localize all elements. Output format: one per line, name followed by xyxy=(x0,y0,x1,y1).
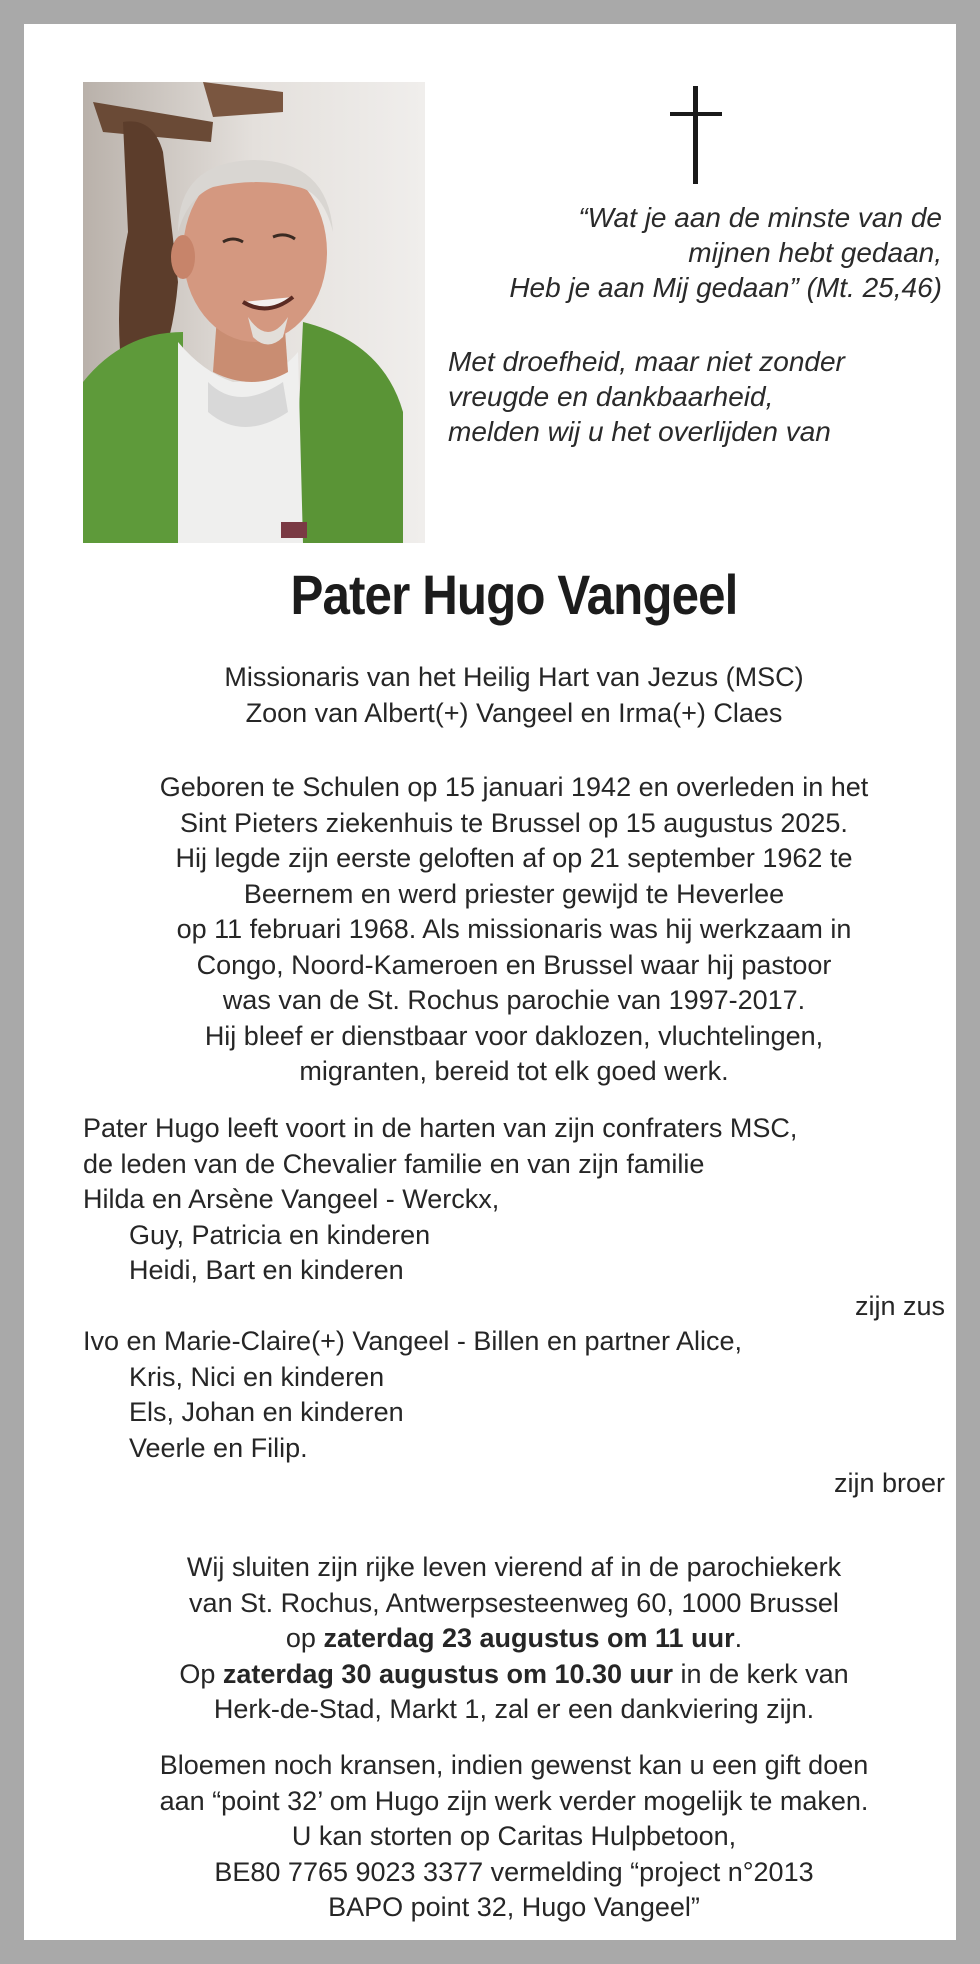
intro-line: melden wij u het overlijden van xyxy=(448,416,831,447)
announcement-intro xyxy=(448,344,948,449)
sister-head: Hilda en Arsène Vangeel - Werckx, xyxy=(83,1184,500,1214)
bio-line: op 11 februari 1968. Als missionaris was hij werkzaam in xyxy=(176,914,852,944)
family-section xyxy=(83,1111,945,1502)
brother-family-member: Veerle en Filip. xyxy=(129,1432,308,1463)
thanksgiving-date: zaterdag 30 augustus om 10.30 uur xyxy=(222,1658,674,1689)
family-intro-line: de leden van de Chevalier familie en van zijn familie xyxy=(83,1148,705,1179)
bio-line: Beernem en werd priester gewijd te Heverlee xyxy=(243,878,785,909)
sister-relation: zijn zus xyxy=(854,1290,945,1321)
bio-line: was van de St. Rochus parochie van 1997-2017. xyxy=(222,985,806,1015)
brother-relation: zijn broer xyxy=(833,1468,945,1498)
biography xyxy=(48,770,980,1090)
sister-family-member: Guy, Patricia en kinderen xyxy=(129,1219,431,1250)
bio-line: Sint Pieters ziekenhuis te Brussel op 15 augustus 2025. xyxy=(180,807,848,838)
ceremony-line: Herk-de-Stad, Markt 1, zal er een dankviering zijn. xyxy=(213,1694,815,1724)
bio-line: migranten, bereid tot elk goed werk. xyxy=(299,1056,729,1086)
bio-line: Geboren te Schulen op 15 januari 1942 en overleden in het xyxy=(159,772,869,802)
quote-line: “Wat je aan de minste van de xyxy=(578,202,942,233)
notice-content xyxy=(48,48,980,1964)
funeral-date: zaterdag 23 augustus om 11 uur xyxy=(323,1623,735,1653)
brother-family-member: Els, Johan en kinderen xyxy=(129,1397,404,1427)
donation-info xyxy=(48,1748,980,1926)
bio-line: Hij legde zijn eerste geloften af op 21 september 1962 te xyxy=(175,843,853,873)
brother-head: Ivo en Marie-Claire(+) Vangeel - Billen en partner Alice, xyxy=(83,1326,743,1356)
bio-line: Congo, Noord-Kameroen en Brussel waar hij pastoor xyxy=(196,949,832,980)
brother-family-member: Kris, Nici en kinderen xyxy=(129,1361,385,1392)
ceremony-line: Wij sluiten zijn rijke leven vierend af in de parochiekerk xyxy=(186,1552,842,1582)
bible-quote xyxy=(428,200,942,305)
quote-line: Heb je aan Mij gedaan” (Mt. 25,46) xyxy=(509,272,942,303)
donation-line: BAPO point 32, Hugo Vangeel” xyxy=(328,1892,700,1922)
cross-icon xyxy=(666,86,726,184)
sister-family-member: Heidi, Bart en kinderen xyxy=(129,1255,404,1285)
bio-line: Hij bleef er dienstbaar voor daklozen, vluchtelingen, xyxy=(204,1020,824,1051)
ceremony-date-line: op zaterdag 23 augustus om 11 uur. xyxy=(285,1623,743,1653)
subtitle-line: Missionaris van het Heilig Hart van Jezus (MSC) xyxy=(224,662,804,692)
deceased-name: Pater Hugo Vangeel xyxy=(290,563,738,626)
portrait-photo xyxy=(83,82,425,543)
donation-line: Bloemen noch kransen, indien gewenst kan u een gift doen xyxy=(159,1750,869,1780)
quote-line: mijnen hebt gedaan, xyxy=(688,237,942,268)
subtitle-line: Zoon van Albert(+) Vangeel en Irma(+) Claes xyxy=(245,697,783,728)
ceremony-info xyxy=(48,1550,980,1728)
intro-line: Met droefheid, maar niet zonder xyxy=(448,346,845,377)
ceremony-line: van St. Rochus, Antwerpsesteenweg 60, 1000 Brussel xyxy=(189,1587,839,1618)
thanksgiving-date-line: Op zaterdag 30 augustus om 10.30 uur in de kerk van xyxy=(179,1658,849,1689)
donation-line: U kan storten op Caritas Hulpbetoon, xyxy=(291,1821,737,1851)
family-intro-line: Pater Hugo leeft voort in de harten van zijn confraters MSC, xyxy=(83,1113,798,1143)
subtitle xyxy=(48,660,980,731)
donation-line: BE80 7765 9023 3377 vermelding “project n°2013 xyxy=(214,1856,814,1887)
intro-line: vreugde en dankbaarheid, xyxy=(448,381,774,412)
donation-line: aan “point 32’ om Hugo zijn werk verder mogelijk te maken. xyxy=(159,1785,869,1816)
